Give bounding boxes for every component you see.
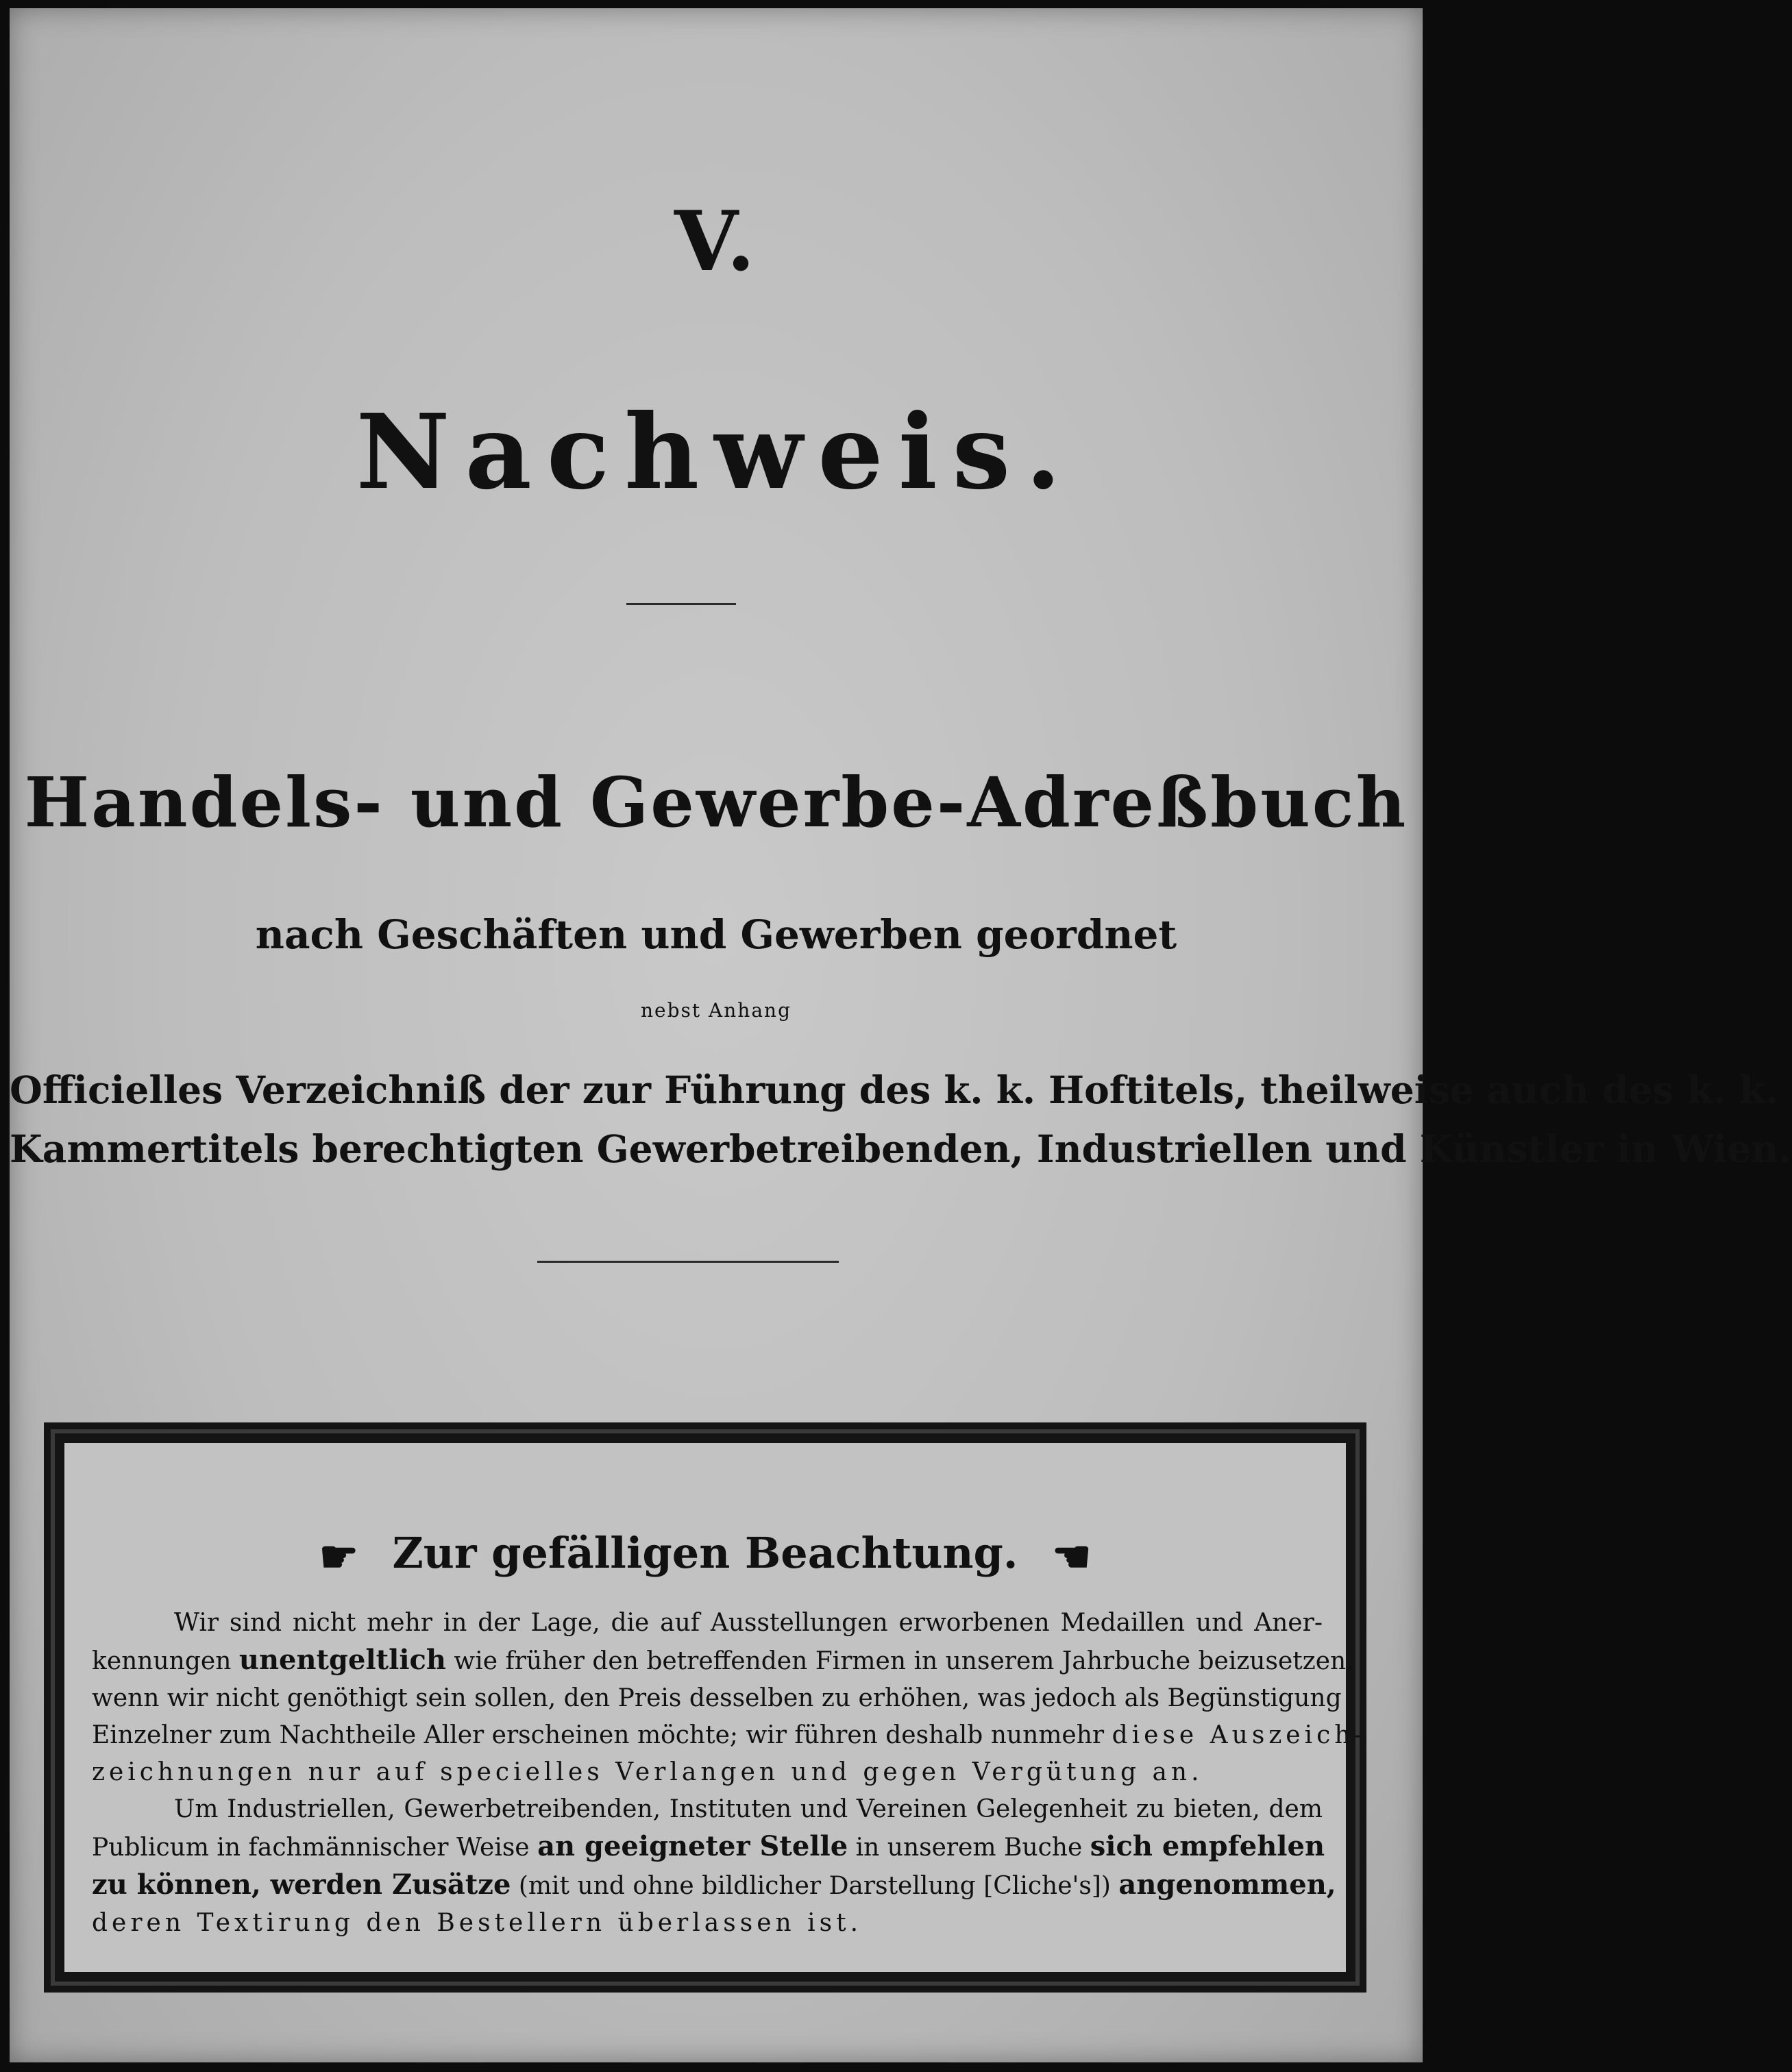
notice-p1-line-4 [92,1717,1367,1754]
pointing-hand-right-icon: ☛ [319,1531,358,1583]
notice-p2-line-3 [92,1866,1336,1905]
notice-p1-line-5: zeichnungen nur auf specielles Verlangen und gegen Vergütung an. [92,1758,1203,1786]
notice-box [44,1422,1366,1993]
divider-long [537,1261,839,1263]
notice-text: in unserem Buche [855,1834,1083,1862]
section-numeral: V. [674,193,758,290]
notice-text: kennungen [92,1647,232,1675]
official-line-2: Kammertitels berechtigten Gewerbetreibenden, Industriellen und Künstler in Wien. [10,1126,1792,1171]
notice-emphasis: unentgeltlich [238,1644,446,1676]
document-page [10,8,1792,2062]
book-subtitle: nach Geschäften und Gewerben geordnet [255,911,1177,958]
notice-p2-line-2 [92,1828,1323,1866]
notice-emphasis: sich empfehlen [1090,1830,1325,1862]
notice-text: wie früher den betreffenden Firmen in unserem Jahrbuche beizusetzen, [454,1647,1354,1675]
notice-p1-line-3: wenn wir nicht genöthigt sein sollen, den Preis desselben zu erhöhen, was jedoch als Begünstigung [92,1684,1342,1712]
notice-p2-line-4: deren Textirung den Bestellern überlassen ist. [92,1909,863,1937]
official-line-1: Officielles Verzeichniß der zur Führung des k. k. Hoftitels, theilweise auch des k. k. [10,1068,1779,1112]
notice-emphasis: angenommen, [1118,1869,1336,1901]
page-heading: Nachweis. [356,392,1077,513]
notice-text: Publicum in fachmännischer Weise [92,1834,530,1862]
pointing-hand-left-icon: ☚ [1052,1531,1092,1583]
notice-heading-row [64,1528,1346,1583]
notice-spaced-text: diese Auszeich- [1112,1721,1367,1749]
book-title: Handels- und Gewerbe-Adreßbuch [24,762,1408,843]
notice-text: Einzelner zum Nachtheile Aller erscheinen möchte; wir führen deshalb nunmehr [92,1721,1105,1749]
notice-p2-line-1: Um Industriellen, Gewerbetreibenden, Instituten und Vereinen Gelegenheit zu bieten, dem [174,1795,1323,1823]
notice-body [92,1605,1367,1942]
appendix-note: nebst Anhang [641,999,791,1022]
notice-heading: Zur gefälligen Beachtung. [392,1528,1018,1578]
notice-p1-line-1: Wir sind nicht mehr in der Lage, die auf Ausstellungen erworbenen Medaillen und Aner- [174,1609,1323,1637]
divider-short [626,603,736,605]
notice-p1-line-2 [92,1642,1354,1680]
notice-emphasis: an geeigneter Stelle [537,1830,848,1862]
notice-text: (mit und ohne bildlicher Darstellung [Cliche's]) [518,1872,1111,1900]
notice-emphasis: zu können, werden Zusätze [92,1869,511,1901]
official-register-text [10,1061,1792,1179]
